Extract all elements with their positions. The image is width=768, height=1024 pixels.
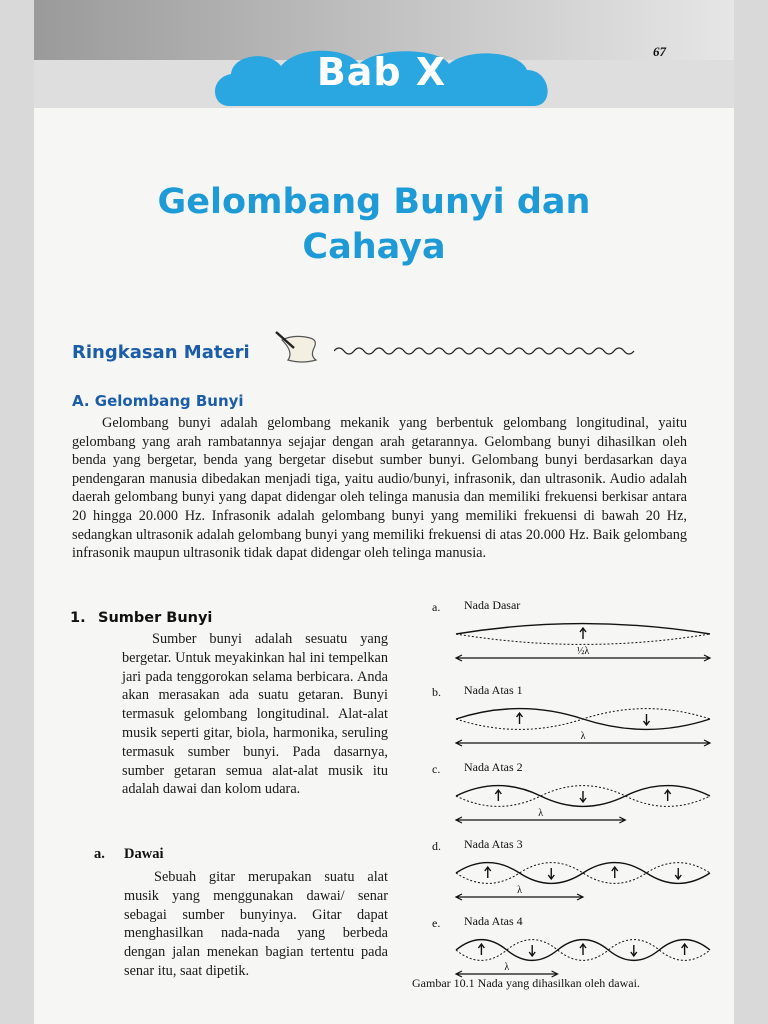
wave-dotted xyxy=(456,709,710,730)
wavelength-label: λ xyxy=(517,885,522,896)
wavy-divider xyxy=(334,344,654,358)
section-1a-title: Dawai xyxy=(124,846,164,862)
summary-heading: Ringkasan Materi xyxy=(72,342,250,363)
panel-letter: b. xyxy=(432,685,441,699)
displacement-arrow xyxy=(495,790,501,801)
panel-letter: c. xyxy=(432,762,441,776)
standing-wave-diagram xyxy=(392,855,722,915)
panel-label: Nada Dasar xyxy=(464,598,521,612)
section-1a-paragraph: Sebuah gitar merupakan suatu alat musik yang menggunakan dawai/ senar sebagai sumber bunyinya. Gitar dapat menghasilkan nada-nada yang berbeda dengan jalan menekan bagian tertentu pada senar itu, saat dipetik. xyxy=(124,869,388,979)
displacement-arrow xyxy=(580,628,586,639)
figure-caption: Gambar 10.1 Nada yang dihasilkan oleh dawai. xyxy=(412,976,640,990)
displacement-arrow xyxy=(529,945,535,956)
wavelength-label: λ xyxy=(538,808,544,819)
section-1-number: 1. xyxy=(70,610,86,626)
displacement-arrow xyxy=(478,944,484,955)
wave-solid xyxy=(456,863,710,884)
displacement-arrow xyxy=(580,791,586,802)
section-1a-heading xyxy=(94,846,163,863)
standing-wave-diagram xyxy=(392,701,722,761)
panel-label: Nada Atas 3 xyxy=(464,837,523,851)
panel-label: Nada Atas 1 xyxy=(464,683,523,697)
panel-label: Nada Atas 2 xyxy=(464,760,523,774)
displacement-arrow xyxy=(548,868,554,879)
chapter-title xyxy=(94,180,654,270)
section-a-heading: A. Gelombang Bunyi xyxy=(72,392,244,410)
page-number: 67 xyxy=(653,44,666,59)
standing-wave-diagram xyxy=(392,616,722,676)
standing-wave-figure xyxy=(392,598,722,998)
displacement-arrow xyxy=(631,945,637,956)
displacement-arrow xyxy=(612,867,618,878)
panel-letter: e. xyxy=(432,916,441,930)
displacement-arrow xyxy=(580,944,586,955)
chapter-label: Bab X xyxy=(316,50,447,94)
section-1-heading xyxy=(70,610,212,626)
displacement-arrow xyxy=(644,714,650,725)
wavelength-label: ½λ xyxy=(576,646,590,657)
scroll-quill-icon xyxy=(274,330,324,366)
chapter-title-line-1: Gelombang Bunyi dan xyxy=(157,182,591,222)
chapter-title-line-2: Cahaya xyxy=(302,227,446,267)
panel-label: Nada Atas 4 xyxy=(464,914,523,928)
displacement-arrow xyxy=(665,790,671,801)
displacement-arrow xyxy=(517,713,523,724)
displacement-arrow xyxy=(675,868,681,879)
section-1-paragraph: Sumber bunyi adalah sesuatu yang bergetar. Untuk meyakinkan hal ini tempelkan jari pada tenggorokan selama berbicara. Anda akan merasakan ada suatu getaran. Bunyi termasuk gelombang longitudinal. Alat-alat musik seperti gitar, biola, harmonika, seruling termasuk sumber bunyi. Pada dasarnya, sumber getaran semua alat-alat musik itu adalah dawai dan kolom udara. xyxy=(122,631,388,798)
displacement-arrow xyxy=(485,867,491,878)
wavelength-label: λ xyxy=(580,731,586,742)
section-a-paragraph: Gelombang bunyi adalah gelombang mekanik yang berbentuk gelombang longitudinal, yaitu gelombang yang arah rambatannya sejajar dengan arah getarannya. Gelombang bunyi dihasilkan oleh benda yang bergetar, benda yang bergetar disebut sumber bunyi. Gelombang bunyi berdasarkan daya pendengaran manusia dibedakan menjadi tiga, yaitu audio/bunyi, infrasonik, dan ultrasonik. Audio adalah daerah gelombang bunyi yang dapat didengar oleh telinga manusia dan memiliki frekuensi berkisar antara 20 hingga 20.000 Hz. Infrasonik adalah gelombang bunyi yang memiliki frekuensi di bawah 20 Hz, sedangkan ultrasonik adalah gelombang bunyi yang memiliki frekuensi di atas 20.000 Hz. Baik gelombang infrasonik maupun ultrasonik tidak dapat didengar oleh telinga manusia. xyxy=(72,415,687,562)
standing-wave-diagram xyxy=(392,778,722,838)
panel-letter: d. xyxy=(432,839,441,853)
wavelength-label: λ xyxy=(504,962,510,973)
displacement-arrow xyxy=(682,944,688,955)
textbook-page xyxy=(34,0,734,1024)
section-1a-number: a. xyxy=(94,846,105,862)
panel-letter: a. xyxy=(432,600,441,614)
section-1-title: Sumber Bunyi xyxy=(98,610,213,626)
